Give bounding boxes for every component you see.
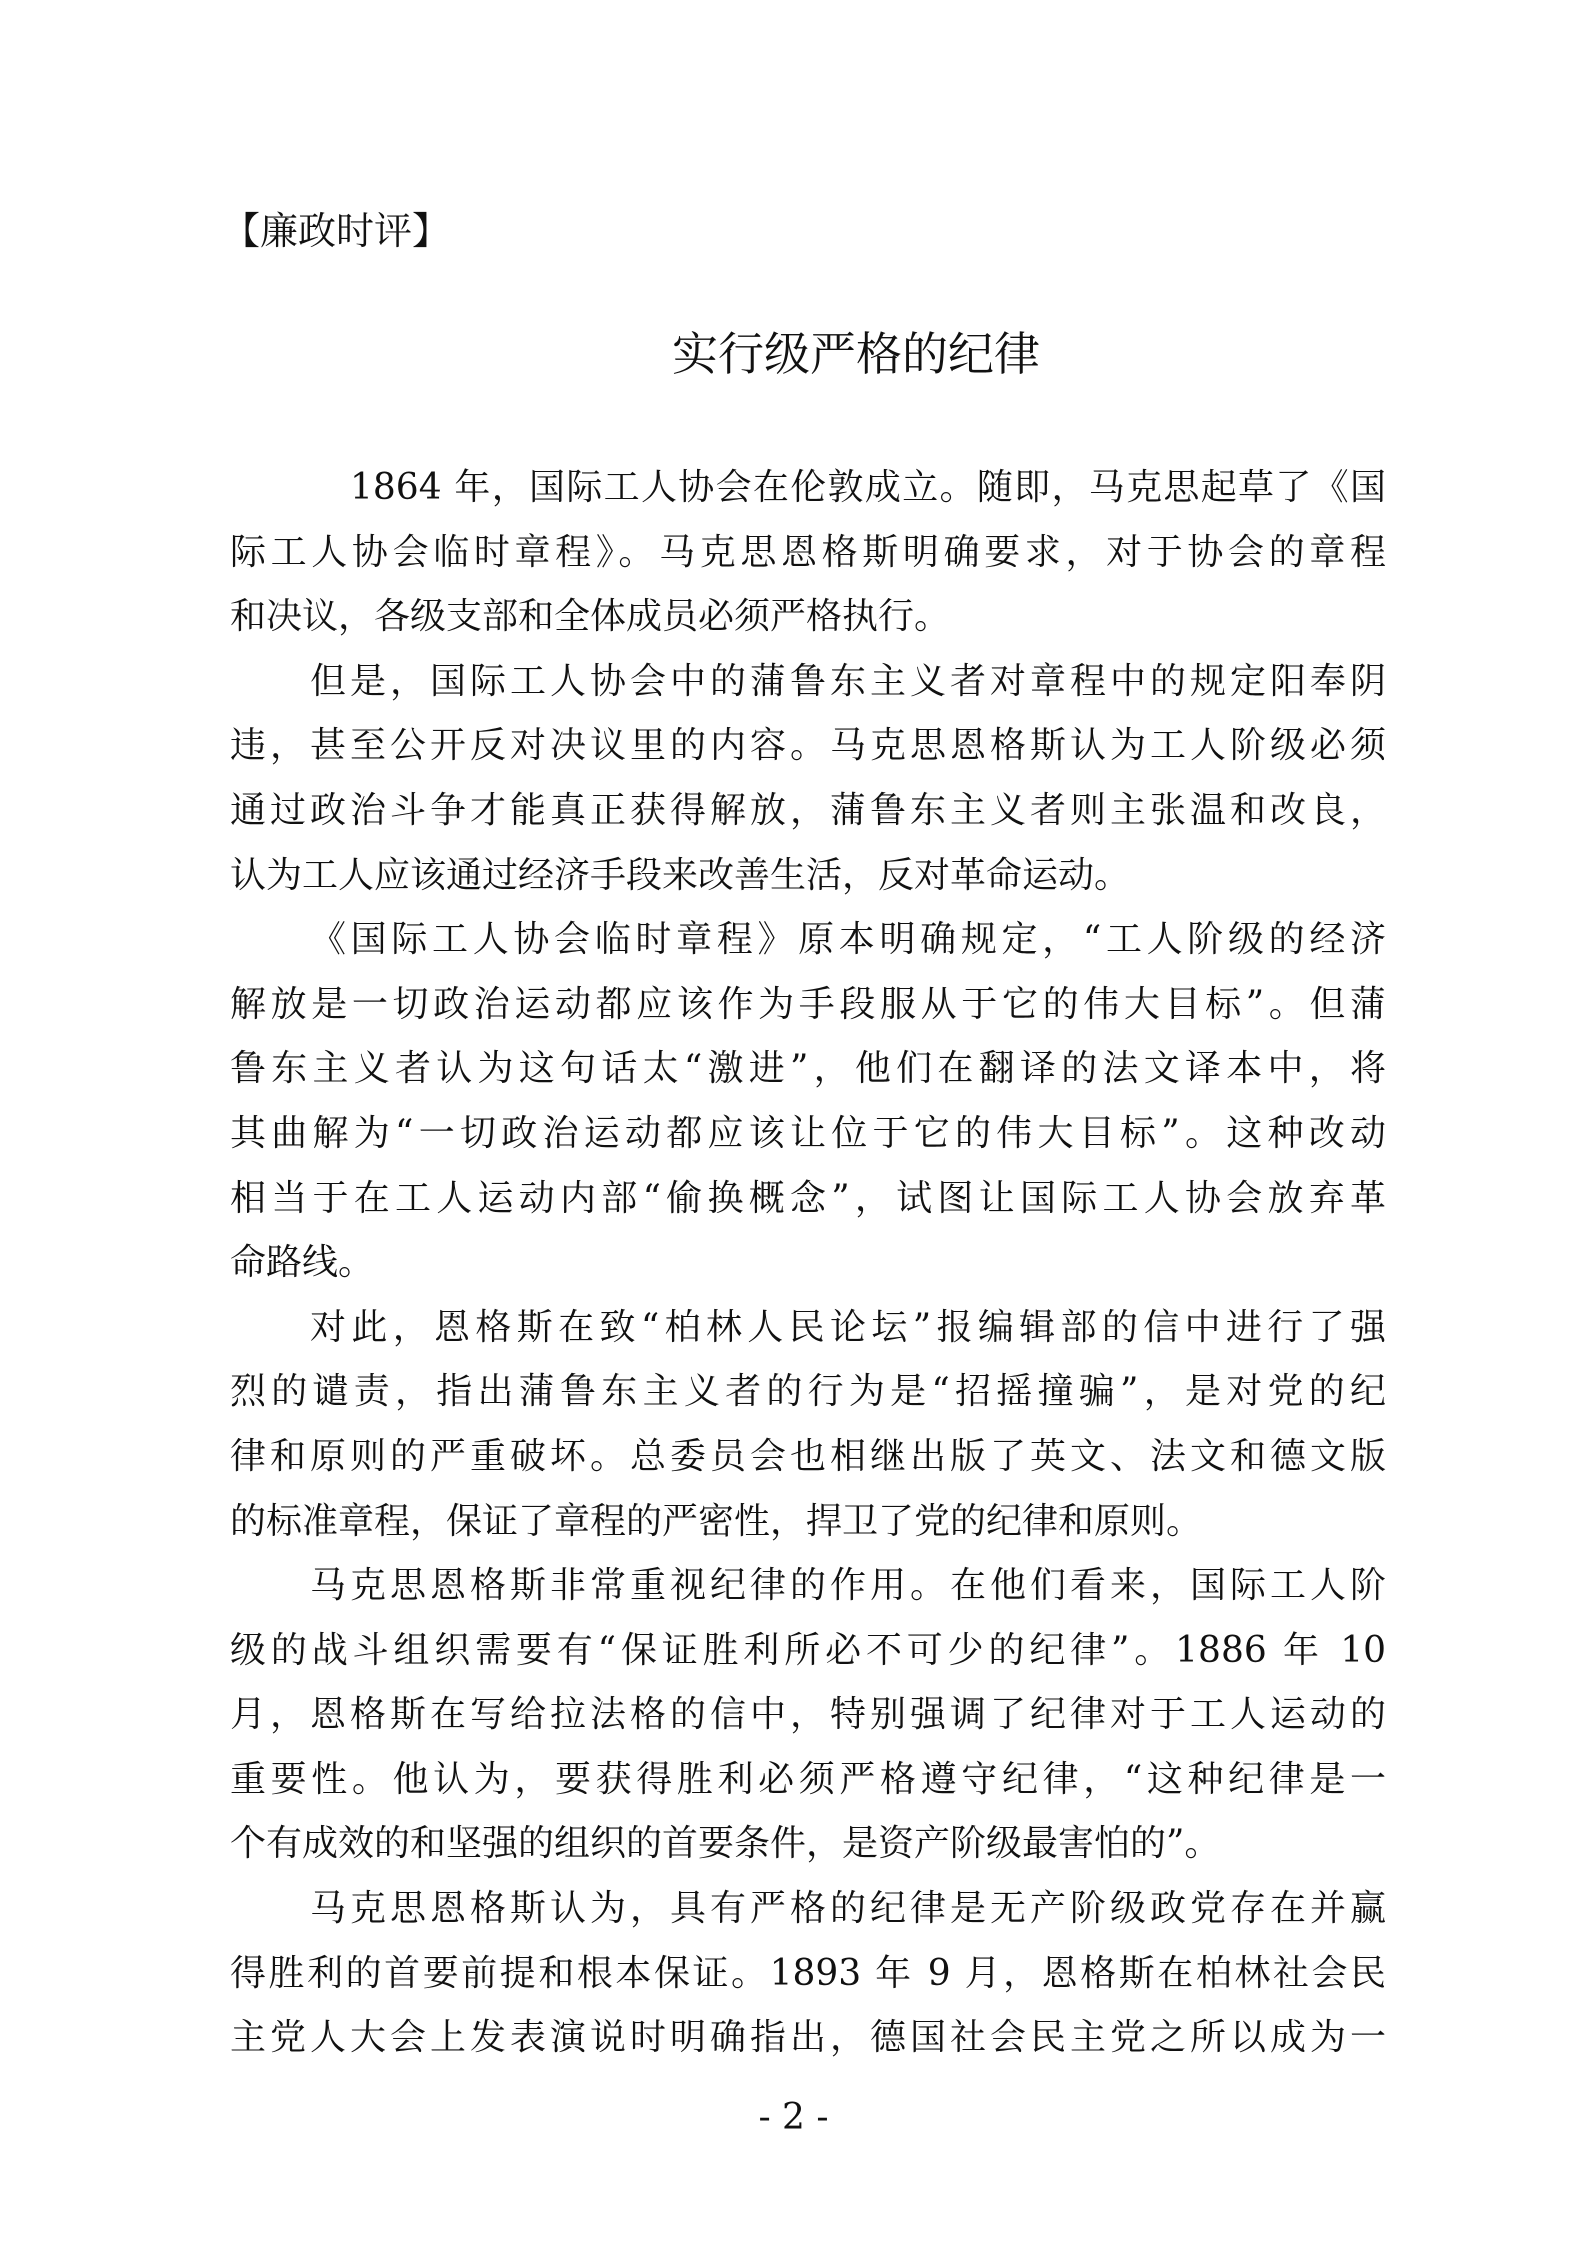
text-line: 主党人大会上发表演说时明确指出，德国社会民主党之所以成为一 (230, 2017, 1386, 2059)
column-tag: 【廉政时评】 (222, 209, 451, 253)
paragraph (230, 1296, 1386, 1554)
paragraph (230, 456, 1386, 650)
text-line: 际工人协会临时章程》。马克思恩格斯明确要求，对于协会的章程 (230, 531, 1386, 573)
text-line: 解放是一切政治运动都应该作为手段服从于它的伟大目标”。但蒲 (230, 983, 1386, 1025)
text-line: 1864 年，国际工人协会在伦敦成立。随即，马克思起草了《国 (350, 467, 1386, 508)
text-line: 但是，国际工人协会中的蒲鲁东主义者对章程中的规定阳奉阴 (310, 660, 1386, 702)
article-title: 实行级严格的纪律 (672, 327, 1040, 381)
text-line: 月，恩格斯在写给拉法格的信中，特别强调了纪律对于工人运动的 (230, 1694, 1386, 1736)
text-line: 重要性。他认为，要获得胜利必须严格遵守纪律，“这种纪律是一 (230, 1758, 1386, 1800)
article-body (230, 456, 1386, 2071)
text-line: 级的战斗组织需要有“保证胜利所必不可少的纪律”。1886 年 10 (230, 1629, 1386, 1671)
text-line: 违，甚至公开反对决议里的内容。马克思恩格斯认为工人阶级必须 (230, 725, 1386, 767)
text-line: 马克思恩格斯认为，具有严格的纪律是无产阶级政党存在并赢 (310, 1888, 1386, 1930)
text-line: 鲁东主义者认为这句话太“激进”，他们在翻译的法文译本中，将 (230, 1048, 1386, 1090)
text-line: 命路线。 (230, 1242, 375, 1284)
text-line: 律和原则的严重破坏。总委员会也相继出版了英文、法文和德文版 (230, 1435, 1386, 1477)
text-line: 相当于在工人运动内部“偷换概念”，试图让国际工人协会放弃革 (230, 1177, 1386, 1219)
text-line: 和决议，各级支部和全体成员必须严格执行。 (230, 596, 951, 638)
text-line: 通过政治斗争才能真正获得解放，蒲鲁东主义者则主张温和改良， (230, 789, 1386, 831)
text-line: 烈的谴责，指出蒲鲁东主义者的行为是“招摇撞骗”，是对党的纪 (230, 1371, 1386, 1413)
paragraph (230, 1877, 1386, 2071)
text-line: 得胜利的首要前提和根本保证。1893 年 9 月，恩格斯在柏林社会民 (230, 1952, 1386, 1994)
page-number: - 2 - (758, 2097, 829, 2138)
text-line: 《国际工人协会临时章程》原本明确规定，“工人阶级的经济 (310, 919, 1386, 961)
text-line: 的标准章程，保证了章程的严密性，捍卫了党的纪律和原则。 (230, 1500, 1203, 1542)
paragraph (230, 908, 1386, 1296)
text-line: 其曲解为“一切政治运动都应该让位于它的伟大目标”。这种改动 (230, 1112, 1386, 1154)
text-line: 认为工人应该通过经济手段来改善生活，反对革命运动。 (230, 854, 1131, 896)
text-line: 马克思恩格斯非常重视纪律的作用。在他们看来，国际工人阶 (310, 1565, 1386, 1607)
text-line: 个有成效的和坚强的组织的首要条件，是资产阶级最害怕的”。 (230, 1823, 1221, 1865)
paragraph (230, 650, 1386, 908)
text-line: 对此，恩格斯在致“柏林人民论坛”报编辑部的信中进行了强 (310, 1306, 1386, 1348)
paragraph (230, 1554, 1386, 1877)
